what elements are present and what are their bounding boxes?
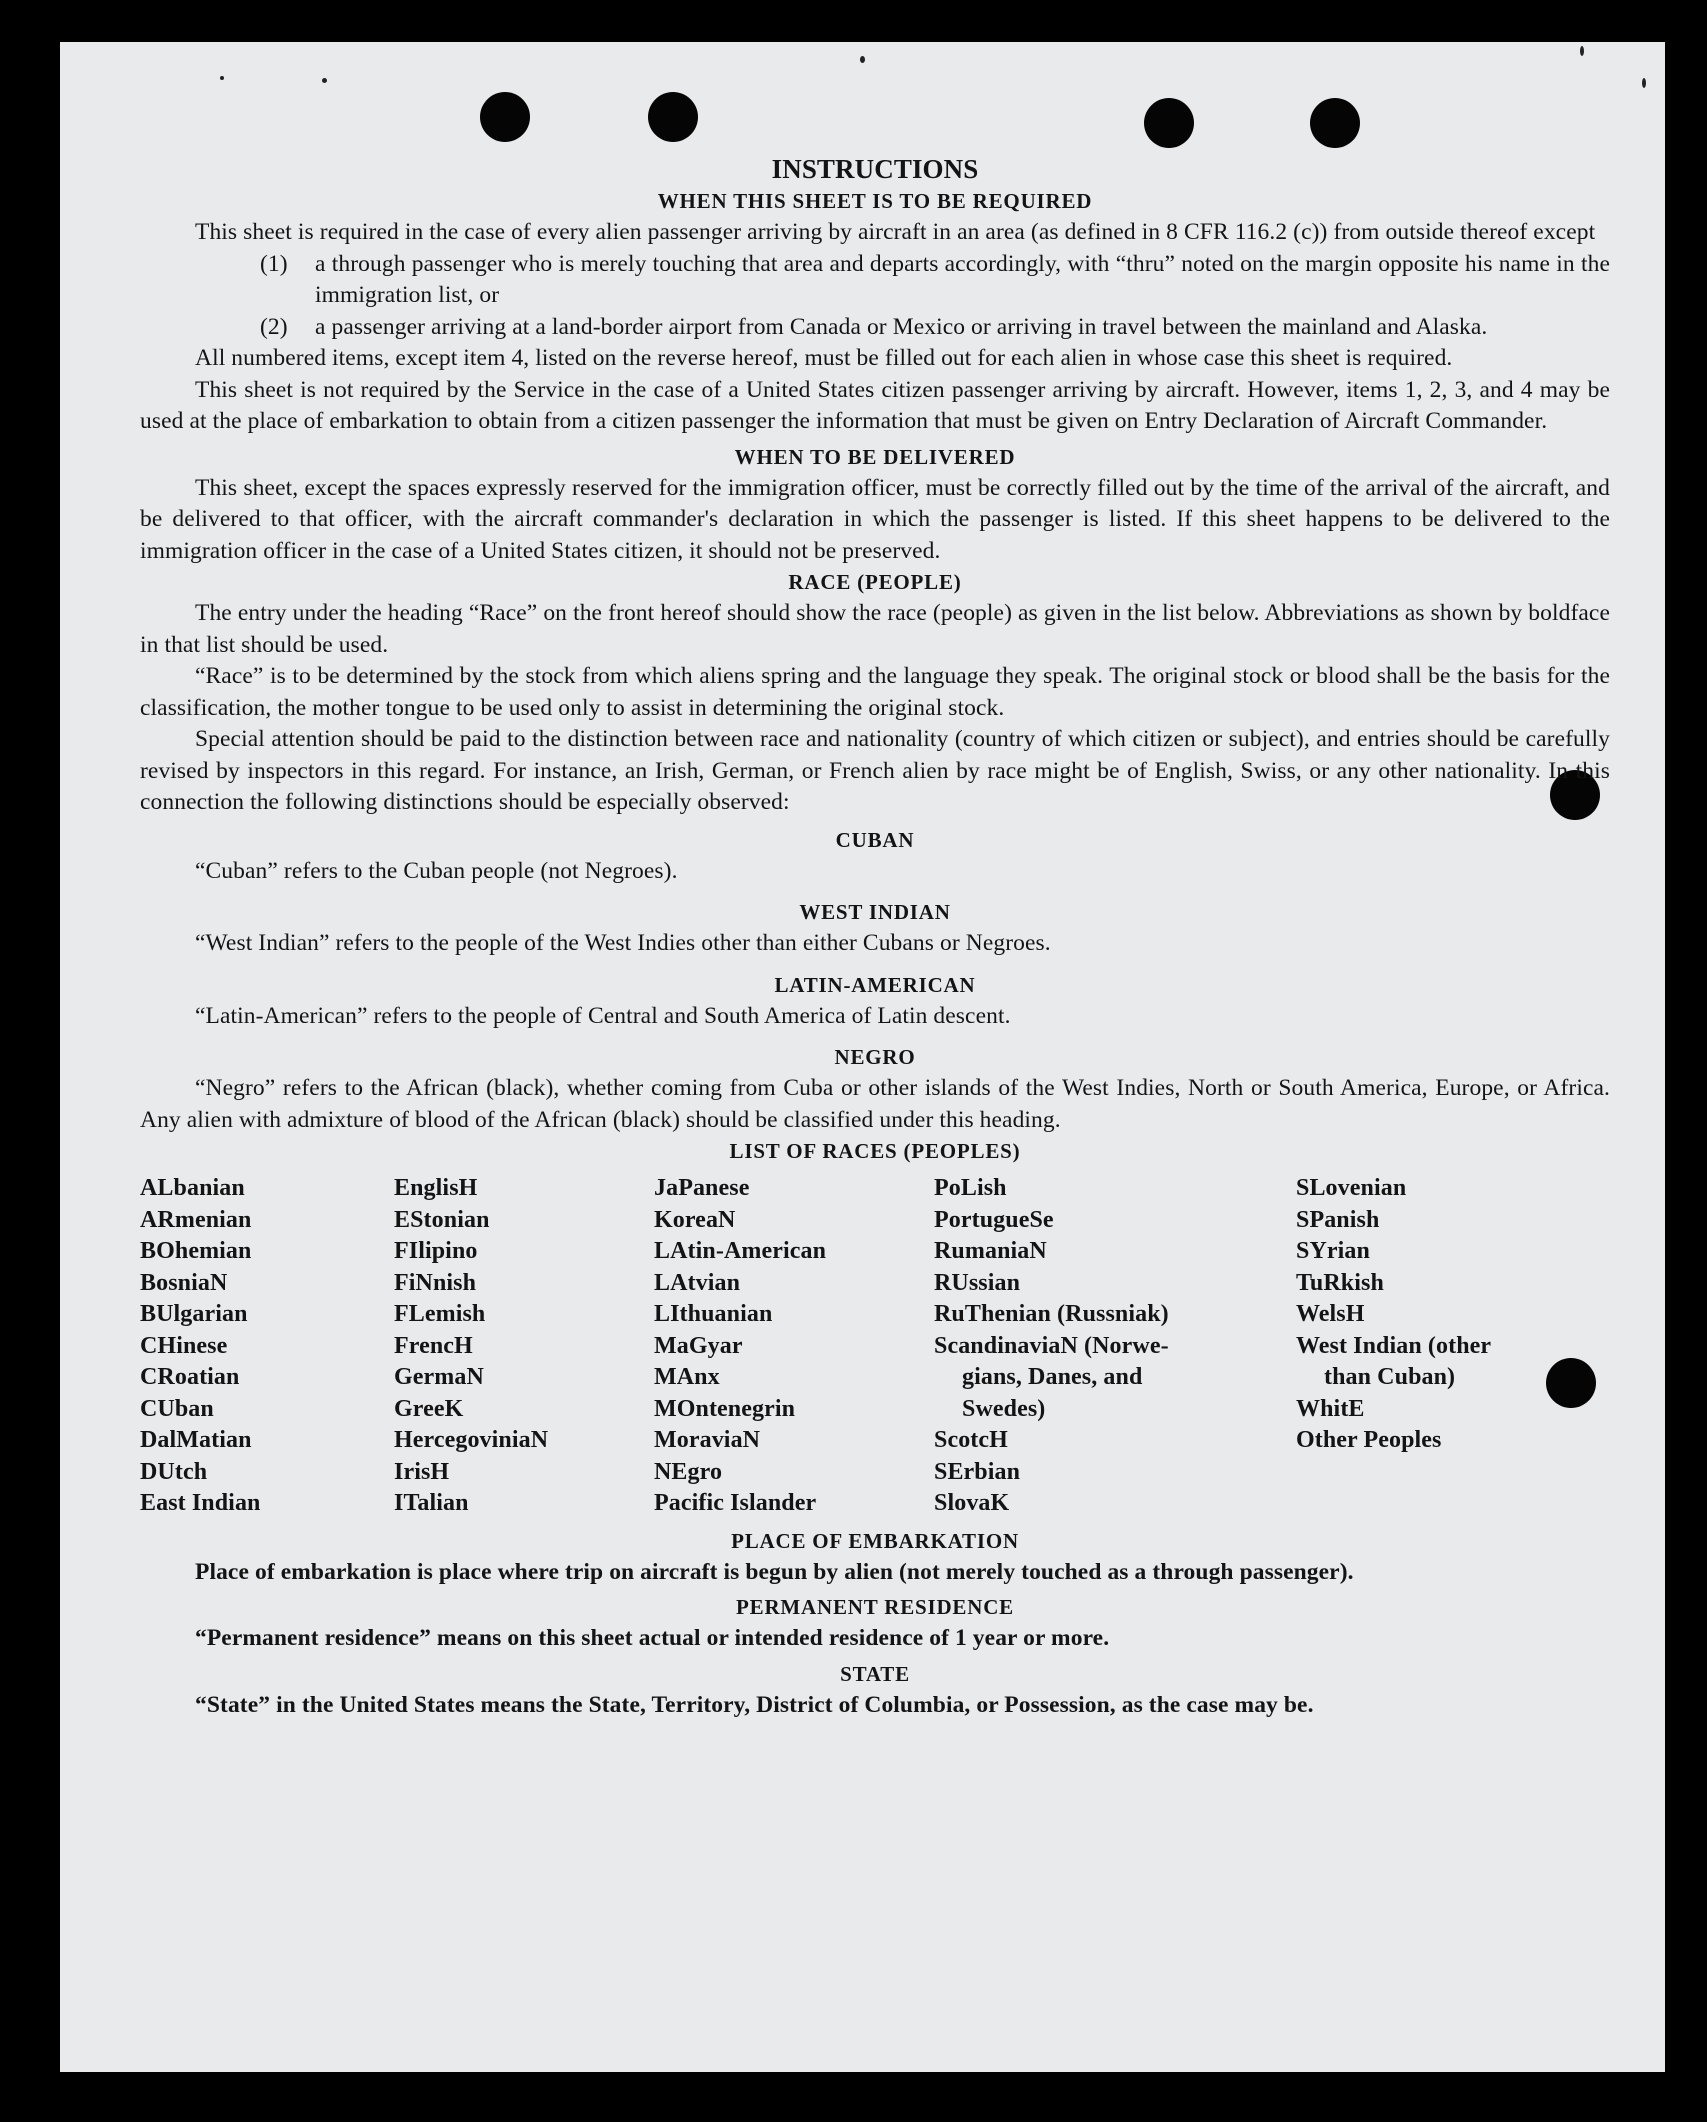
race-entry-continued: than Cuban) bbox=[1324, 1364, 1456, 1390]
race-entry: PortugueSe bbox=[934, 1206, 1054, 1233]
race-paragraph-1: The entry under the heading “Race” on the front hereof should show the race (people) as given in the list below. Abbreviations as shown by boldface in that list should be used. bbox=[140, 600, 1610, 658]
state-text: “State” in the United States means the State, Territory, District of Columbia, or Possession, as the case may be. bbox=[195, 1691, 1314, 1718]
race-entry: ARmenian bbox=[140, 1206, 252, 1233]
race-entry: FrencH bbox=[394, 1332, 473, 1359]
exception-text: a through passenger who is merely touching that area and departs accordingly, with “thru” noted on the margin opposite his name in the immigration list, or bbox=[315, 250, 1610, 308]
scan-speck bbox=[1580, 46, 1584, 56]
race-entry: Pacific Islander bbox=[654, 1490, 817, 1516]
race-entry: SLovenian bbox=[1296, 1175, 1407, 1201]
section-heading-cuban: CUBAN bbox=[835, 827, 915, 852]
race-entry: East Indian bbox=[140, 1490, 261, 1516]
race-paragraph-2: “Race” is to be determined by the stock from which aliens spring and the language they speak. The original stock or blood shall be the basis for the classification, the mother tongue to be used only to assist in determining the original stock. bbox=[140, 663, 1610, 721]
races-column-4 bbox=[934, 1173, 1296, 1520]
race-entry: DalMatian bbox=[140, 1427, 252, 1453]
race-entry: JaPanese bbox=[654, 1175, 750, 1201]
race-entry: CHinese bbox=[140, 1332, 228, 1359]
race-entry: TuRkish bbox=[1296, 1269, 1384, 1296]
race-entry: SlovaK bbox=[934, 1490, 1010, 1516]
race-entry: EnglisH bbox=[394, 1175, 478, 1201]
races-column-1 bbox=[140, 1173, 394, 1520]
race-entry: HercegoviniaN bbox=[394, 1427, 549, 1453]
punch-hole bbox=[648, 92, 698, 142]
race-entry: MOntenegrin bbox=[654, 1395, 796, 1422]
cuban-definition: “Cuban” refers to the Cuban people (not Negroes). bbox=[195, 857, 678, 884]
section-heading-embarkation: PLACE OF EMBARKATION bbox=[731, 1528, 1019, 1553]
race-entry: ScandinaviaN (Norwe- bbox=[934, 1332, 1169, 1359]
race-entry: DUtch bbox=[140, 1458, 208, 1485]
negro-definition: “Negro” refers to the African (black), whether coming from Cuba or other islands of the West Indies, North or South America, Europe, or Africa. Any alien with admixture of blood of the African (black) should be classified under this heading. bbox=[140, 1075, 1610, 1133]
section-heading-latin-american: LATIN-AMERICAN bbox=[774, 972, 976, 997]
race-entry: RuThenian (Russniak) bbox=[934, 1301, 1169, 1327]
race-entry-continued: gians, Danes, and bbox=[962, 1364, 1143, 1390]
races-list bbox=[140, 1173, 1610, 1520]
when-required-intro: This sheet is required in the case of every alien passenger arriving by aircraft in an area (as defined in 8 CFR 116.2 (c)) from outside thereof except bbox=[195, 219, 1596, 245]
section-heading-west-indian: WEST INDIAN bbox=[799, 900, 951, 924]
race-entry: MoraviaN bbox=[654, 1427, 761, 1453]
race-entry: KoreaN bbox=[654, 1206, 736, 1233]
punch-hole bbox=[480, 92, 530, 142]
races-column-3 bbox=[654, 1173, 934, 1520]
when-delivered-text: This sheet, except the spaces expressly reserved for the immigration officer, must be correctly filled out by the time of the arrival of the aircraft, and be delivered to that officer, with the aircraft commander's declaration in which the passenger is listed. If this sheet happens to be delivered to the immigration officer in the case of a United States citizen, it should not be preserved. bbox=[140, 474, 1610, 564]
section-heading-list-of-races: LIST OF RACES (PEOPLES) bbox=[729, 1139, 1021, 1163]
race-entry: BUlgarian bbox=[140, 1301, 248, 1327]
race-entry: LAtvian bbox=[654, 1269, 741, 1296]
race-entry: FIlipino bbox=[394, 1238, 478, 1264]
latin-american-definition: “Latin-American” refers to the people of Central and South America of Latin descent. bbox=[195, 1002, 1011, 1029]
race-entry: WelsH bbox=[1296, 1301, 1365, 1327]
section-heading-state: STATE bbox=[840, 1661, 910, 1686]
race-entry: PoLish bbox=[934, 1175, 1007, 1201]
race-entry: MAnx bbox=[654, 1364, 720, 1390]
race-entry: SPanish bbox=[1296, 1206, 1380, 1233]
residence-text: “Permanent residence” means on this sheet actual or intended residence of 1 year or more. bbox=[195, 1625, 1110, 1651]
scan-speck bbox=[1642, 78, 1646, 88]
race-paragraph-3: Special attention should be paid to the distinction between race and nationality (country of which citizen or subject), and entries should be carefully revised by inspectors in this regard. For instance, an Irish, German, or French alien by race might be of English, Swiss, or any other nationality. In this connection the following distinctions should be especially observed: bbox=[140, 726, 1610, 815]
document-sheet bbox=[60, 42, 1665, 2072]
race-entry: ALbanian bbox=[140, 1175, 245, 1201]
race-entry: EStonian bbox=[394, 1206, 490, 1233]
race-entry: RumaniaN bbox=[934, 1238, 1047, 1264]
exception-item bbox=[140, 249, 1610, 312]
race-entry: CUban bbox=[140, 1395, 214, 1422]
section-heading-race: RACE (PEOPLE) bbox=[788, 570, 962, 594]
exception-item bbox=[140, 312, 1610, 344]
section-heading-when-required: WHEN THIS SHEET IS TO BE REQUIRED bbox=[657, 189, 1093, 213]
section-heading-permanent-residence: PERMANENT RESIDENCE bbox=[736, 1595, 1014, 1619]
race-entry: FiNnish bbox=[394, 1269, 477, 1296]
instructions-content bbox=[140, 152, 1610, 1721]
race-entry: ScotcH bbox=[934, 1427, 1008, 1453]
races-column-5 bbox=[1296, 1173, 1596, 1520]
punch-hole bbox=[1310, 98, 1360, 148]
scan-speck bbox=[322, 78, 327, 83]
race-entry: IrisH bbox=[394, 1458, 450, 1485]
race-entry: LIthuanian bbox=[654, 1301, 773, 1327]
scan-speck bbox=[860, 56, 865, 63]
race-entry: BosniaN bbox=[140, 1269, 228, 1296]
race-entry: ITalian bbox=[394, 1490, 469, 1516]
race-entry: MaGyar bbox=[654, 1332, 743, 1359]
race-entry: West Indian (other bbox=[1296, 1332, 1492, 1359]
race-entry-continued: Swedes) bbox=[962, 1395, 1046, 1422]
race-entry: NEgro bbox=[654, 1458, 723, 1485]
race-entry: LAtin-American bbox=[654, 1238, 827, 1264]
embarkation-text: Place of embarkation is place where trip on aircraft is begun by alien (not merely touched as a through passenger). bbox=[195, 1558, 1354, 1585]
race-entry: WhitE bbox=[1296, 1395, 1365, 1422]
race-entry: GermaN bbox=[394, 1364, 484, 1390]
race-entry: FLemish bbox=[394, 1301, 486, 1327]
citizen-paragraph: This sheet is not required by the Service in the case of a United States citizen passenger arriving by aircraft. However, items 1, 2, 3, and 4 may be used at the place of embarkation to obtain from a citizen passenger the information that must be given on Entry Declaration of Aircraft Commander. bbox=[140, 376, 1610, 434]
race-entry: SErbian bbox=[934, 1458, 1021, 1485]
exception-number: (1) bbox=[260, 250, 288, 277]
scan-speck bbox=[220, 76, 224, 80]
page-title: INSTRUCTIONS bbox=[771, 154, 979, 184]
race-entry: BOhemian bbox=[140, 1238, 252, 1264]
section-heading-negro: NEGRO bbox=[834, 1045, 916, 1069]
races-column-2 bbox=[394, 1173, 654, 1520]
exception-text: a passenger arriving at a land-border airport from Canada or Mexico or arriving in travel between the mainland and Alaska. bbox=[315, 313, 1488, 340]
race-entry: GreeK bbox=[394, 1395, 464, 1422]
exception-number: (2) bbox=[260, 313, 288, 340]
race-entry: Other Peoples bbox=[1296, 1427, 1442, 1453]
numbered-items-paragraph: All numbered items, except item 4, listed on the reverse hereof, must be filled out for each alien in whose case this sheet is required. bbox=[195, 345, 1453, 371]
race-entry: CRoatian bbox=[140, 1364, 240, 1390]
race-entry: SYrian bbox=[1296, 1238, 1370, 1264]
section-heading-when-delivered: WHEN TO BE DELIVERED bbox=[734, 444, 1016, 469]
punch-hole bbox=[1144, 98, 1194, 148]
west-indian-definition: “West Indian” refers to the people of the West Indies other than either Cubans or Negroes. bbox=[195, 930, 1051, 956]
race-entry: RUssian bbox=[934, 1269, 1021, 1296]
